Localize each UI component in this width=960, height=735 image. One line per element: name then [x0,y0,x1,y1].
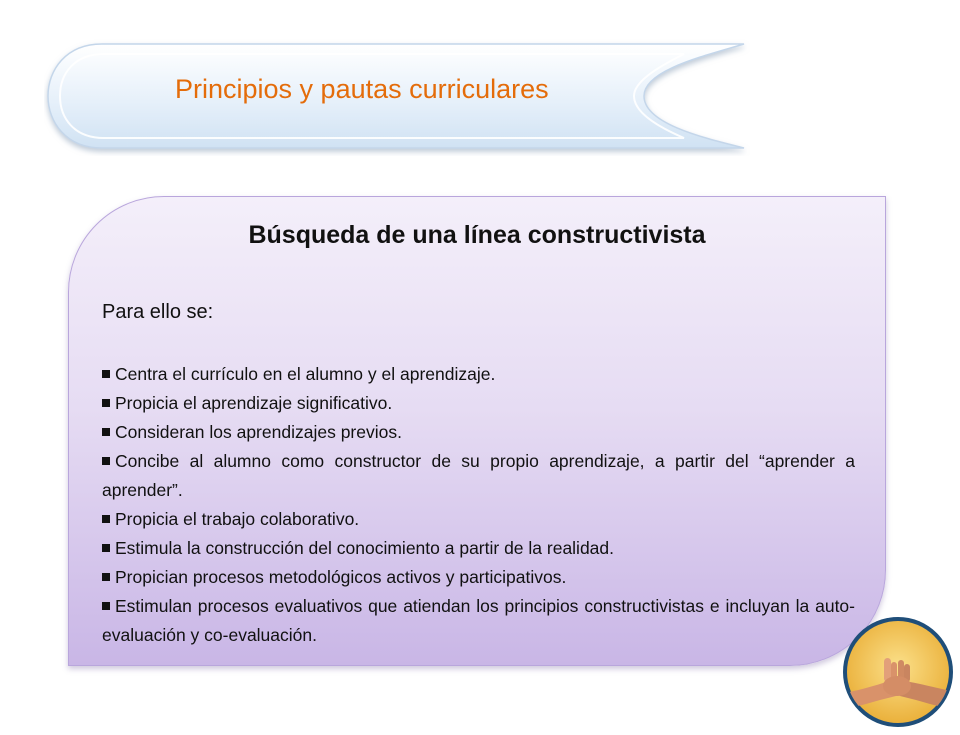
square-bullet-icon [102,515,110,523]
list-item-text: Estimulan procesos evaluativos que atiendan los principios constructivistas e incluyan la auto-evaluación y co-evaluación. [102,596,855,645]
card-intro: Para ello se: [102,301,214,323]
list-item [102,505,855,534]
content-card [68,196,886,666]
list-item-text: Estimula la construcción del conocimiento a partir de la realidad. [115,538,615,558]
square-bullet-icon [102,399,110,407]
handshake-badge [840,614,956,730]
list-item [102,592,855,650]
list-item-text: Concibe al alumno como constructor de su propio aprendizaje, a partir del “aprender a aprender”. [102,451,855,500]
page-title: Principios y pautas curriculares [175,74,549,104]
square-bullet-icon [102,602,110,610]
list-item-text: Consideran los aprendizajes previos. [115,422,402,442]
card-heading: Búsqueda de una línea constructivista [248,221,706,249]
square-bullet-icon [102,428,110,436]
handshake-icon [840,614,956,730]
title-banner [44,38,760,156]
principles-list [102,360,855,650]
list-item [102,447,855,505]
list-item [102,360,855,389]
list-item-text: Propicia el aprendizaje significativo. [115,393,393,413]
list-item [102,389,855,418]
list-item [102,534,855,563]
list-item-text: Propicia el trabajo colaborativo. [115,509,360,529]
square-bullet-icon [102,544,110,552]
list-item [102,563,855,592]
list-item-text: Centra el currículo en el alumno y el aprendizaje. [115,364,496,384]
square-bullet-icon [102,370,110,378]
square-bullet-icon [102,457,110,465]
square-bullet-icon [102,573,110,581]
list-item [102,418,855,447]
list-item-text: Propician procesos metodológicos activos y participativos. [115,567,567,587]
